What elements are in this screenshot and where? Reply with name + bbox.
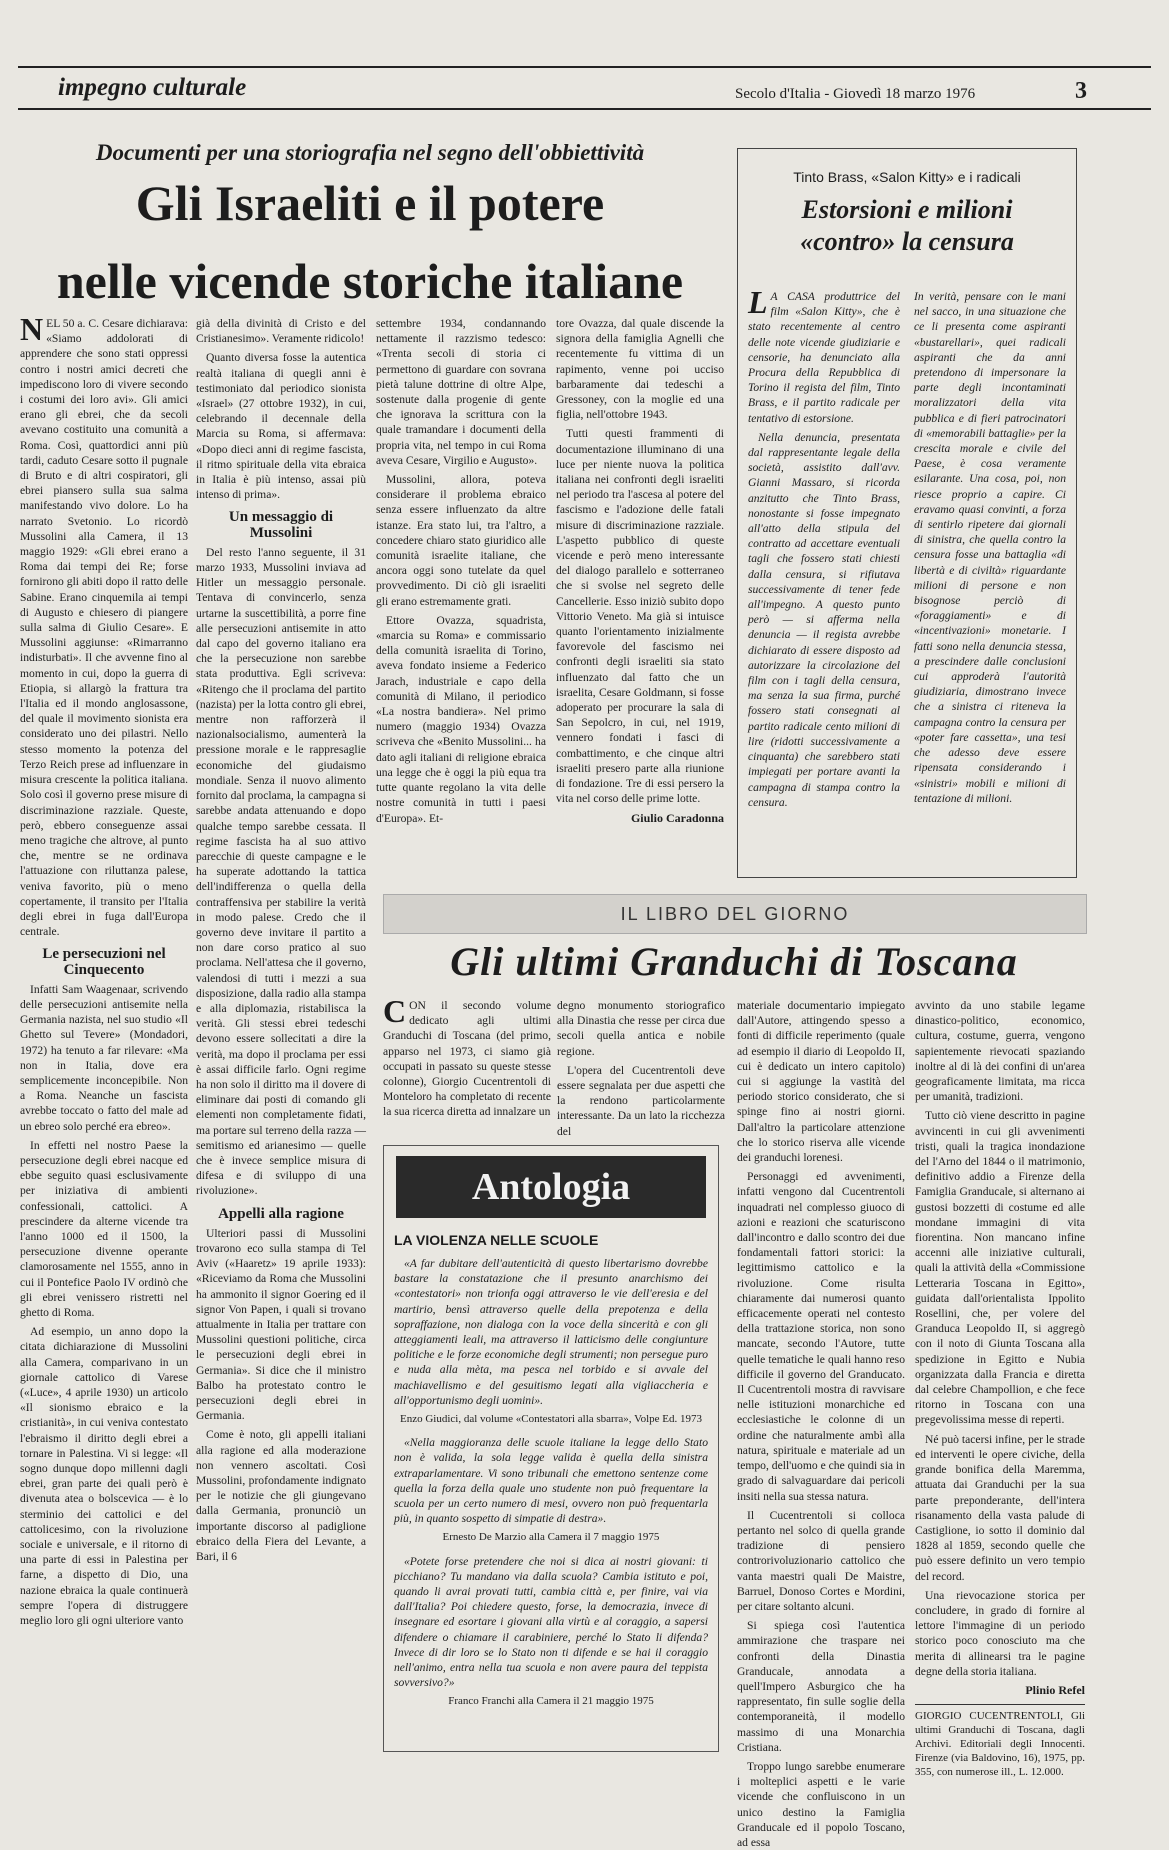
paragraph: Come è noto, gli appelli italiani alla ragione ed alla moderazione non vennero ascoltati. Così Mussolini, profondamente indignato per le notizie che gli giungevano dalla Germania, pronunciò un importante discorso al padiglione ebraico della Fiera del Levante, a Bari, il 6 bbox=[196, 1428, 366, 1564]
dateline: Secolo d'Italia - Giovedì 18 marzo 1976 bbox=[735, 86, 976, 102]
paragraph: tore Ovazza, dal quale discende la signora della famiglia Agnelli che recentemente fu vittima di un rapimento, venne poi ucciso barbaramente dai tedeschi a Gressoney, con la moglie ed una figlia, nell'ottobre 1943. bbox=[556, 317, 724, 422]
masthead-bottom-rule bbox=[18, 108, 1151, 110]
masthead-top-rule bbox=[18, 66, 1151, 68]
paragraph: Nella denuncia, presentata dal rappresentante legale della società, assistito dall'avv. Gianni Massaro, si ricorda anzitutto che Tinto Brass, nonostante si fosse impegnato all'atto della stipula del contratto ad accettare eventuali tagli che fossero stati chiesti dalla censura, si rifiutava successivamente di tener fede all'impegno. A questo punto però — si afferma nella denuncia — il regista avrebbe dichiarato di essere disposto ad autorizzare la circolazione del film con i tagli della censura, ma senza la sua firma, purché fossero stati consegnati al partito radicale cento milioni di lire (ridotti successivamente a cinquanta) che sarebbero stati impiegati per portare avanti la campagna di stampa contro la censura. bbox=[748, 430, 900, 809]
section-title: impegno culturale bbox=[58, 74, 247, 101]
paragraph: Troppo lungo sarebbe enumerare i molteplici aspetti e le varie vicende che confluiscono in un unico destino la Famiglia Granducale ed il popolo Toscano, ad essa bbox=[737, 1759, 905, 1849]
sidebar-column-1 bbox=[748, 284, 900, 869]
book-column-3 bbox=[737, 998, 905, 1849]
article-column-4 bbox=[556, 316, 724, 876]
paragraph: L'opera del Cucentrentoli deve essere segnalata per due aspetti che la rendono particolarmente interessante. Da un lato la ricchezza del bbox=[557, 1063, 725, 1138]
article-kicker: Documenti per una storiografia nel segno dell'obbiettività bbox=[95, 140, 645, 165]
subheading: Un messaggio di Mussolini bbox=[228, 509, 334, 541]
paragraph: Infatti Sam Waagenaar, scrivendo delle persecuzioni antisemite nella Germania nazista, nel suo studio «Il Ghetto sul Tevere» (Mondadori, 1972) ha tenuto a far rilevare: «Ma non in Italia, dove era semplicemente inconcepibile. Non a Roma. Neanche un fascista avrebbe toccato o fatto del male ad un ebreo solo perché era ebreo». bbox=[20, 982, 188, 1133]
paragraph: LA CASA produttrice del film «Salon Kitty», che è stato recentemente al centro delle note vicende giudiziarie e censorie, ha denunciato alla Procura della Repubblica di Torino il regista del film, Tinto Brass, e il partito radicale per tentativo di estorsione. bbox=[748, 284, 900, 425]
article-column-2 bbox=[196, 316, 366, 1748]
paragraph: Tutti questi frammenti di documentazione illuminano di una luce per niente nuova la politica italiana nei confronti degli israeliti nel periodo tra l'ascesa al potere del fascismo e l'adozione delle fatali misure di discriminazione razziale. L'aspetto pubblico di queste vicende e però meno interessante del dialogo parallelo e sotterraneo che si svolse nel segreto delle Cancellerie. Esso iniziò subito dopo Vittorio Veneto. Ma già si intuisce quanto l'orientamento inizialmente favorevole del fascismo nei confronti degli israeliti sia stato influenzato dal fatto che un israelita, Cesare Goldmann, si fosse adoperato per procurare la sala di San Sepolcro, in cui, nel 1919, vennero fondati i fasci di combattimento, e che cinque altri israeliti presero parte alla riunione di fondazione. Tre di essi persero la vita nel corso delle prime lotte. bbox=[556, 427, 724, 806]
paragraph: già della divinità di Cristo e del Cristianesimo». Veramente ridicolo! bbox=[196, 317, 366, 346]
subheading: Le persecuzioni nel Cinquecento bbox=[42, 946, 166, 978]
paragraph: In effetti nel nostro Paese la persecuzione degli ebrei nacque ed ebbe seguito quasi esclusivamente per iniziativa di ambienti confessionali, cattolici. A prescindere da alterne vicende tra l'anno 1000 ed il 1500, la persecuzione divenne operante clamorosamente nel 1555, anno in cui il Pontefice Paolo IV ordinò che gli ebrei venissero ristretti nel ghetto di Roma. bbox=[20, 1138, 188, 1319]
paragraph: materiale documentario impiegato dall'Autore, attingendo spesso a fonti di difficile reperimento (quale ad esempio il diario di Leopoldo II, cui è dedicato un intero capitolo) cui si aggiunge la vastità del periodo storico considerato, che si spinge fino ai nostri giorni. Dall'altro la particolare attenzione che lo storico riserva alle vicende dei granduchi lorenesi. bbox=[737, 999, 905, 1165]
paragraph: Tutto ciò viene descritto in pagine avvincenti in cui gli avvenimenti tristi, quali la tragica inondazione del l'Arno del 1844 o il matrimonio, definitivo addio a Firenze della Famiglia Granducale, si alternano ai gustosi bozzetti di costume ed alle mondane immagini di vita fiorentina. Non mancano infine accenni alle iniziative culturali, quali la attività della «Commissione Letteraria Toscana in Egitto», guidata dall'orientalista Ippolito Rosellini, che, per volere del Granduca Leopoldo II, si aggregò con il noto di Giunta Toscana alla spedizione in Egitto e Nubia organizzata dalla Francia e diretta dal celebre Champollion, e che fece ritorno in Toscana con una pregevolissima messe di reperti. bbox=[915, 1109, 1085, 1427]
quote-source: Franco Franchi alla Camera il 21 maggio 1975 bbox=[448, 1695, 654, 1708]
book-bibliography: GIORGIO CUCENTRENTOLI, Gli ultimi Granduchi di Toscana, dagli Archivi. Editoriali degli Innocenti. Firenze (via Baldovino, 16), 1975, pp. 355, con numerose ill., L. 12.000. bbox=[915, 1710, 1085, 1779]
paragraph: Il Cucentrentoli si colloca pertanto nel solco di quella grande tradizione di pensiero controrivoluzionario cattolico che vanta maestri quali De Maistre, Barruel, Donoso Cortes e Mordini, per citare soltanto alcuni. bbox=[737, 1508, 905, 1613]
paragraph: Ettore Ovazza, squadrista, «marcia su Roma» e commissario della comunità israelita di Torino, aveva fondato insieme a Federico Jarach, industriale e capo della comunità di Milano, il periodico «La nostra bandiera». Nel primo numero (maggio 1934) Ovazza scriveva che «Benito Mussolini... ha dato agli italiani di religione ebraica una legge che è oggi la più equa tra tutte quante regolano la vita delle nostre comunità in tutti i paesi d'Europa». Et- bbox=[376, 613, 546, 825]
paragraph: Né può tacersi infine, per le strade ed interventi le opere civiche, della grande bonifica della Maremma, attuata dai Granduchi per la sua parte preponderante, dell'intera risanamento della vasta palude di Castiglione, io sotto il dominio dal 1828 al 1859, secondo quelle che può essere definito un vero tempio del record. bbox=[915, 1432, 1085, 1583]
paragraph: Del resto l'anno seguente, il 31 marzo 1933, Mussolini inviava ad Hitler un messaggio personale. Tentava di convincerlo, senza urtarne la suscettibilità, a porre fine alle persecuzioni antisemite in atto dal capo del governo italiano era che la persecuzione non sarebbe stata produttiva. Egli scriveva: «Ritengo che il proclama del partito (nazista) per la lotta contro gli ebrei, mentre non rafforzerà il nazionalsocialismo, aumenterà la pressione morale e le rappresaglie economiche del giudaismo mondiale. Senza il nuovo alimento fornito dal proclama, la campagna si sarebbe andata attenuando e dopo qualche tempo sarebbe cessata. Il regime fascista ha al suo attivo parecchie di queste campagne e le ha superate adottando la tattica dell'indifferenza o quella della contraffensiva per stabilire la verità in modo palese. Credo che il governo deve invitare il partito a non dare corso pratico al suo proclama. Nell'attesa che il governo, valendosi di tutti i mezzi a sua disposizione, dalla radio alla stampa e alla diplomazia, ristabilisca la verità. Gli stessi ebrei tedeschi devono essere sollecitati a dire la verità, ma dopo il proclama per essi è assai difficile farlo. Ogni regime ha non solo il diritto ma il dovere di eliminare dai posti di comando gli elementi non completamente fidati, ma portare sul terreno della razza — semitismo ed arianesimo — quelle che è invece semplice misura di difesa e di sviluppo di una rivoluzione». bbox=[196, 545, 366, 1198]
page-number: 3 bbox=[1075, 78, 1087, 104]
paragraph: Mussolini, allora, poteva considerare il problema ebraico senza essere influenzato da altre istanze. Era stato lui, tra l'altro, a concedere chiaro stato giuridico alle comunità israelite italiane, che ancora oggi sono tutelate da quel provvedimento. Di ciò gli israeliti gli erano estremamente grati. bbox=[376, 473, 546, 608]
sidebar-kicker: Tinto Brass, «Salon Kitty» e i radicali bbox=[793, 169, 1021, 185]
subheading: Appelli alla ragione bbox=[218, 1205, 344, 1222]
book-title: Gli ultimi Granduchi di Toscana bbox=[450, 939, 1018, 984]
book-column-4 bbox=[915, 998, 1085, 1779]
paragraph: In verità, pensare con le mani nel sacco, in una situazione che ce li presenta come aspiranti «bustarellari», quei radicali aspiranti che da anni pretendono di impersonare la parte degli incontaminati moralizzatori della vita pubblica e di fieri patrocinatori di «memorabili battaglie» per la crescita morale e civile del Paese, è cosa veramente esilarante. Una cosa, poi, non riesce proprio a capire. Ci eravamo quasi convinti, a forza di sentirlo ripetere dai giornali di sinistra, che quella contro la censura fosse una battaglia «di libertà e di civiltà» riguardante milioni di persone e non bisognose perciò di «foraggiamenti» e di «incentivazioni» monetarie. I fatti sono nella denuncia stessa, a prescindere dalle conclusioni cui approderà l'autorità giudiziaria, dimostrano invece che a sinistra ci riteneva la campagna contro la censura per «poter fare cassetta», una tesi che adesso deve essere ripensata considerando i «sinistri» mobili e milioni di tentazione di milioni. bbox=[914, 290, 1066, 805]
article-column-3 bbox=[376, 316, 546, 876]
anthology-subtitle: LA VIOLENZA NELLE SCUOLE bbox=[394, 1232, 599, 1248]
paragraph: CON il secondo volume dedicato agli ultimi Granduchi di Toscana (del primo, apparso nel 1973, ci siamo già occupati in passato su queste stesse colonne), Giorgio Cucentrentoli di Monteloro ha completato di recente la sua ricerca diretta ad innalzare un bbox=[383, 993, 551, 1119]
paragraph: Una rievocazione storica per concludere, in grado di fornire al lettore l'immagine di un periodo storico poco conosciuto ma che merita di allinearsi tra le pagine degne della storia italiana. bbox=[915, 1588, 1085, 1678]
book-column-1 bbox=[383, 993, 551, 1138]
quote-text: «Nella maggioranza delle scuole italiane la legge dello Stato non è valida, la sola legge valida è quella della sinistra extraparlamentare. Vi sono tribunali che emettono sentenze come quella la forza della quale uno studente non può frequentare la scuola per un certo numero di mesi, ovvero non può frequentarla più, in quanto sospetto di simpatie di destra». bbox=[394, 1436, 708, 1526]
quote-text: «A far dubitare dell'autenticità di questo libertarismo dovrebbe bastare la constatazione che il presunto anarchismo dei «contestatori» non trionfa oggi attraverso le vie dell'eresia e del martirio, bensì attraverso quelle della prepotenza e della sopraffazione, non dialoga con la voce della sincerità e con gli atteggiamenti leali, ma attraverso il latticismo delle congiunture politiche e le forze economiche degli strumenti; non persegue puro e nuda alla mèta, ma pesca nel torbido e si avvale del machiavellismo e del gesuitismo legati alla vigliaccheria e all'opportunismo degli uomini». bbox=[394, 1257, 708, 1407]
sidebar-box bbox=[737, 148, 1077, 878]
article-column-1 bbox=[20, 311, 188, 1748]
sidebar-column-2 bbox=[914, 289, 1066, 869]
quote-text: «Potete forse pretendere che noi si dica ai nostri giovani: ti picchiano? Tu mandano via dalla scuola? Cambia istituto e poi, quando li avrai provati tutti, cambia città e, per finire, vai via dall'Italia? Poi chiedere questo, forse, la democrazia, invece di insegnare ed esortare i giovani alla virtù e al coraggio, a sapersi difendere o chiamare il carabiniere, perché lo Stato li difenda? Invece di dir loro se lo Stato non ti difende e se hai il coraggio nell'animo, entra nella tua scuola e non avere paura del teppista sovversivo?» bbox=[394, 1554, 708, 1690]
book-banner: IL LIBRO DEL GIORNO bbox=[383, 894, 1087, 934]
quote-source: Ernesto De Marzio alla Camera il 7 maggio 1975 bbox=[442, 1531, 660, 1544]
paragraph: Ulteriori passi di Mussolini trovarono eco sulla stampa di Tel Aviv («Haaretz» 19 aprile 1933): «Riceviamo da Roma che Mussolini ha ammonito il signor Goering ed il signor Von Papen, i quali si trovano attualmente in Italia per trattare con Mussolini questioni politiche, circa le persecuzioni degli ebrei in Germania». Si dice che il ministro Balbo ha protestato contro le persecuzioni degli ebrei in Germania. bbox=[196, 1226, 366, 1423]
book-column-2 bbox=[557, 998, 725, 1138]
paragraph: Ad esempio, un anno dopo la citata dichiarazione di Mussolini alla Camera, comparivano in un giornale cattolico di Varese («Luce», 4 aprile 1930) un articolo «Il sionismo ebraico e la cristianità», in cui veniva contestato l'ebraismo il diritto degli ebrei a tornare in Palestina. Vi si legge: «Il sogno dunque dopo millenni dagli ebrei, gran parte dei quali però è divenuta atea o bolscevica — è lo sterminio dei cattolici e del cattolicesimo, con la rivoluzione sociale e universale, e il ritorno di una parte di essi in Palestina per farne, a dispetto di Dio, una nazione ebraica la quale continuerà sempre l'opera di distruggere meglio loro gli ogni ulteriore vanto bbox=[20, 1325, 188, 1628]
anthology-box bbox=[383, 1145, 719, 1752]
paragraph: NEL 50 a. C. Cesare dichiarava: «Siamo addolorati di apprendere che sono stati oppressi contro i nostri amici decreti che impediscono loro di vivere secondo i costumi dei loro avi». Gli amici erano gli ebrei, che da secoli avevano costituito una comunità a Roma. Così, quattordici anni più tardi, caduto Cesare sotto il pugnale di Bruto e di altri cospiratori, gli ebrei piansero sulla sua salma manifestando vivo dolore. Lo ha narrato Svetonio. Lo ricordò Mussolini alla Camera, il 13 maggio 1929: «Gli ebrei erano a Roma dai tempi dei Re; forse fornirono gli abiti dopo il ratto delle Sabine. Erano cinquemila ai tempi di Augusto e chiesero di piangere sulla salma di Giulio Cesare». E Mussolini aggiunse: «Rimarranno indisturbati». Il che avvenne fino al momento in cui, dopo la guerra di Etiopia, si allargò la frattura tra l'Italia ed il mondo anglosassone, del quale il movimento sionista era considerato uno dei pilastri. Nello stesso momento la potenza del Terzo Reich prese ad influenzare in misura crescente la politica italiana. Solo così il governo prese misure di discriminazione razziale. Queste, però, ebbero conseguenze assai meno tragiche che altrove, al punto che, mentre se ne ordinava l'attuazione con riluttanza palese, veniva favorito, più o meno copertamente, il transito per l'Italia degli ebrei in fuga dall'Europa centrale. bbox=[20, 311, 188, 939]
article-title-line2: nelle vicende storiche italiane bbox=[56, 253, 684, 309]
anthology-banner: Antologia bbox=[396, 1156, 706, 1218]
quote-source: Enzo Giudici, dal volume «Contestatori alla sbarra», Volpe Ed. 1973 bbox=[399, 1413, 703, 1426]
paragraph: Si spiega così l'autentica ammirazione che traspare nei confronti della Dinastia Granducale, annodata a quell'Impero Asburgico che ha rappresentato, fin sulle soglie della contemporaneità, il modello massimo di una Monarchia Cristiana. bbox=[737, 1619, 905, 1754]
paragraph: degno monumento storiografico alla Dinastia che resse per circa due secoli quella antica e nobile regione. bbox=[557, 999, 725, 1058]
book-signature: Plinio Refel bbox=[1025, 1682, 1085, 1697]
anthology-quotes bbox=[384, 1256, 718, 1756]
sidebar-title-line1: Estorsioni e milioni bbox=[801, 195, 1013, 224]
sidebar-title-line2: «contro» la censura bbox=[800, 227, 1014, 256]
article-title-line1: Gli Israeliti e il potere bbox=[135, 175, 605, 231]
paragraph: settembre 1934, condannando nettamente il razzismo tedesco: «Trenta secoli di storia ci permettono di guardare con sovrana pietà talune dottrine di oltre Alpe, sostenute dalla progenie di gente che ignorava la scrittura con la quale tramandare i documenti della propria vita, nel tempo in cui Roma aveva Cesare, Virgilio e Augusto». bbox=[376, 317, 546, 467]
article-signature: Giulio Caradonna bbox=[630, 810, 724, 825]
paragraph: Personaggi ed avvenimenti, infatti vengono dal Cucentrentoli inquadrati nel complesso giuoco di azioni e reazioni che scaturiscono dall'incontro e dallo scontro dei due fondamentali fattori storici: la legittimismo cattolico e la rivoluzione. Come risulta chiaramente dai numerosi quanto efficacemente operati nel contesto della trattazione storica, non sono mancate, secondo l'Autore, tutte quelle tematiche le quali hanno reso difficile il governo del Granducato. Il Cucentrentoli mostra di ravvisare nelle istituzioni monarchiche ed ecclesiastiche le colonne di un ordine che naturalmente ambì alla natura, spirituale e materiale ad un tempo, dell'uomo e che quindi sia in grado di salvaguardare dai pericoli insiti nella sua stessa natura. bbox=[737, 1170, 905, 1503]
paragraph: avvinto da uno stabile legame dinastico-politico, economico, cultura, costume, guerra, vengono sapientemente rievocati spaziando inoltre al di là dei confini di un'area geograficamente limitata, ma ricca per umanità, tradizioni. bbox=[915, 999, 1085, 1104]
paragraph: Quanto diversa fosse la autentica realtà italiana di quegli anni è testimoniato dal periodico sionista «Israel» (27 ottobre 1932), in cui, celebrando il decennale della Marcia su Roma, si affermava: «Dopo dieci anni di regime fascista, il ritmo spirituale della vita ebraica in Italia è più intenso, assai più intenso di prima». bbox=[196, 351, 366, 502]
